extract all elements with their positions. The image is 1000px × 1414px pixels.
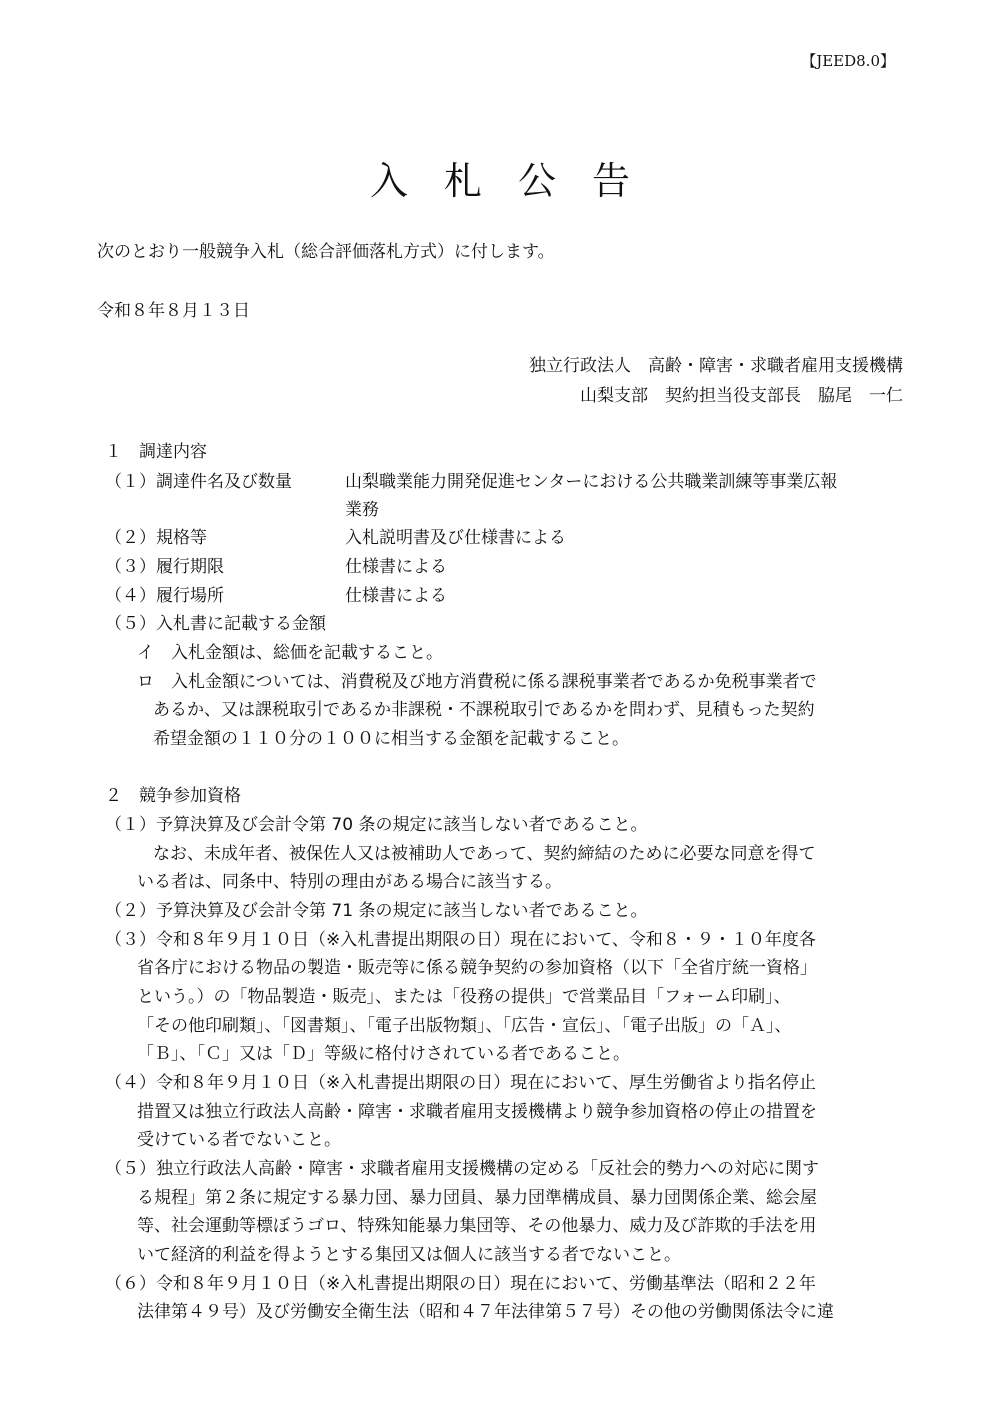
s2-p1-line1: （１）予算決算及び会計令第 70 条の規定に該当しない者であること。: [105, 815, 648, 835]
s2-p5-line3: 等、社会運動等標ぼうゴロ、特殊知能暴力集団等、その他暴力、威力及び詐欺的手法を用: [137, 1216, 817, 1236]
item-5-ro-line1: ロ 入札金額については、消費税及び地方消費税に係る課税事業者であるか免税事業者で: [137, 672, 817, 692]
issuer-org: 独立行政法人 高齢・障害・求職者雇用支援機構: [529, 356, 903, 376]
item-1-label: （１）調達件名及び数量: [105, 472, 292, 492]
document-ref-code: 【JEED8.0】: [801, 52, 895, 70]
item-4-value: 仕様書による: [345, 586, 447, 606]
item-4-label: （４）履行場所: [105, 586, 224, 606]
s2-p4-line3: 受けている者でないこと。: [137, 1130, 341, 1150]
s2-p5-line1: （５）独立行政法人高齢・障害・求職者雇用支援機構の定める「反社会的勢力への対応に関す: [105, 1159, 819, 1179]
notice-date: 令和８年８月１３日: [97, 301, 250, 321]
s2-p3-line2: 省各庁における物品の製造・販売等に係る競争契約の参加資格（以下「全省庁統一資格」: [137, 958, 817, 978]
section-2-heading: ２ 競争参加資格: [105, 786, 241, 806]
item-5-ro-line2: あるか、又は課税取引であるか非課税・不課税取引であるかを問わず、見積もった契約: [153, 700, 815, 720]
item-5-ro-line3: 希望金額の１１０分の１００に相当する金額を記載すること。: [153, 729, 629, 749]
item-2-value: 入札説明書及び仕様書による: [345, 528, 566, 548]
s2-p5-line2: る規程」第２条に規定する暴力団、暴力団員、暴力団準構成員、暴力団関係企業、総会屋: [137, 1188, 817, 1208]
item-5-i: イ 入札金額は、総価を記載すること。: [137, 643, 443, 663]
item-5-label: （５）入札書に記載する金額: [105, 614, 326, 634]
s2-p3-line1: （３）令和８年９月１０日（※入札書提出期限の日）現在において、令和８・９・１０年度各: [105, 930, 816, 950]
s2-p1-line3: いる者は、同条中、特別の理由がある場合に該当する。: [137, 872, 562, 892]
page-title: 入札公告: [369, 159, 666, 203]
item-1-value-cont: 業務: [345, 500, 379, 520]
item-2-label: （２）規格等: [105, 528, 207, 548]
item-3-value: 仕様書による: [345, 557, 447, 577]
s2-p3-line5: 「Ｂ」、「Ｃ」又は「Ｄ」等級に格付けされている者であること。: [137, 1044, 630, 1064]
s2-p3-line4: 「その他印刷類」、「図書類」、「電子出版物類」、「広告・宣伝」、「電子出版」の「Ａ」、: [137, 1016, 792, 1036]
item-3-label: （３）履行期限: [105, 557, 224, 577]
s2-p4-line1: （４）令和８年９月１０日（※入札書提出期限の日）現在において、厚生労働省より指名停止: [105, 1073, 816, 1093]
section-1-heading: １ 調達内容: [105, 442, 207, 462]
s2-p6-line2: 法律第４９号）及び労働安全衛生法（昭和４７年法律第５７号）その他の労働関係法令に違: [137, 1302, 834, 1322]
item-1-value: 山梨職業能力開発促進センターにおける公共職業訓練等事業広報: [345, 472, 838, 492]
issuer-person: 山梨支部 契約担当役支部長 脇尾 一仁: [580, 386, 903, 406]
s2-p4-line2: 措置又は独立行政法人高齢・障害・求職者雇用支援機構より競争参加資格の停止の措置を: [137, 1102, 817, 1122]
s2-p3-line3: という。）の「物品製造・販売」、または「役務の提供」で営業品目「フォーム印刷」、: [137, 987, 791, 1007]
intro-text: 次のとおり一般競争入札（総合評価落札方式）に付します。: [97, 242, 555, 262]
s2-p2: （２）予算決算及び会計令第 71 条の規定に該当しない者であること。: [105, 901, 648, 921]
s2-p1-line2: なお、未成年者、被保佐人又は被補助人であって、契約締結のために必要な同意を得て: [153, 844, 816, 864]
s2-p5-line4: いて経済的利益を得ようとする集団又は個人に該当する者でないこと。: [137, 1245, 681, 1265]
s2-p6-line1: （６）令和８年９月１０日（※入札書提出期限の日）現在において、労働基準法（昭和２２年: [105, 1274, 816, 1294]
